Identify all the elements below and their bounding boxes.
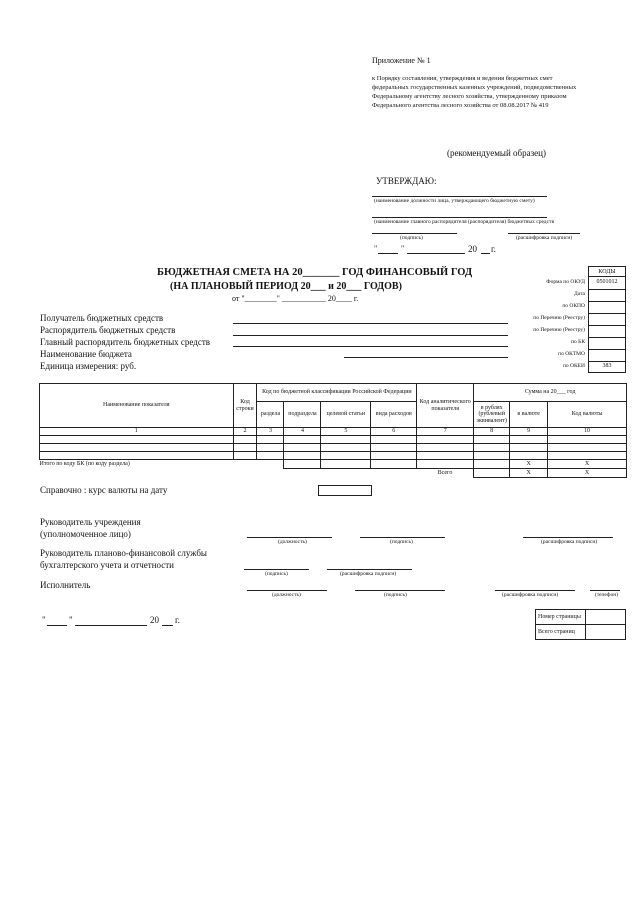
column-numbers-row	[40, 428, 627, 436]
colnum: 6	[371, 428, 417, 436]
colnum: 1	[40, 428, 234, 436]
table-row	[40, 452, 627, 460]
total-bk-row	[40, 460, 627, 469]
colnum: 8	[474, 428, 510, 436]
colnum: 7	[417, 428, 474, 436]
th-bk: Код по бюджетной классификации Российской Федерации	[257, 384, 417, 402]
th-code: Код строки	[233, 384, 257, 428]
x-mark: X	[510, 460, 548, 469]
approve-date-quote-close: "	[401, 244, 405, 253]
approve-date-g: г.	[491, 244, 496, 254]
code-value: 383	[588, 361, 626, 373]
appendix-line-1: к Порядку составления, утверждения и ведения бюджетных смет	[372, 75, 553, 82]
document-date: от "________" ___________ 20____ г.	[232, 294, 359, 303]
colnum: 2	[233, 428, 257, 436]
table-row	[40, 436, 627, 444]
table-row	[40, 444, 627, 452]
code-label: по ОКЕИ	[562, 363, 585, 369]
th-target: целевой статьи	[321, 402, 371, 428]
field-recipient: Получатель бюджетных средств	[40, 313, 164, 323]
code-label: по БК	[571, 339, 585, 345]
th-sum: Сумма на 20___ год	[474, 384, 627, 402]
th-subsection: подраздела	[284, 402, 321, 428]
head-sign-hint: (подпись)	[390, 539, 413, 545]
code-label: по Перечню (Реестру)	[533, 315, 585, 321]
pages-total-label: Всего страниц	[536, 625, 586, 640]
head-label: Руководитель учреждения	[40, 517, 141, 527]
colnum: 4	[284, 428, 321, 436]
exec-sign-hint: (подпись)	[384, 592, 407, 598]
executor-label: Исполнитель	[40, 580, 91, 590]
code-label: Дата	[574, 291, 585, 297]
appendix-line-2: федеральных государственных казенных учреждений, подведомственных	[372, 84, 577, 91]
appendix-line-4: Федерального агентства лесного хозяйства от 08.08.2017 № 419	[372, 102, 549, 109]
approve-sign-hint: (подпись)	[400, 235, 423, 241]
th-curcode: Код валюты	[548, 402, 627, 428]
codes-header: КОДЫ	[588, 266, 626, 277]
total-bk-label: Итого по коду БК (по коду раздела)	[39, 460, 130, 467]
exec-decode-hint: (расшифровка подписи)	[502, 592, 559, 598]
bottom-date-g: г.	[175, 615, 180, 625]
code-label: по Перечню (Реестру)	[533, 327, 585, 333]
reference-label: Справочно : курс валюты на дату	[40, 485, 168, 495]
document-title: БЮДЖЕТНАЯ СМЕТА НА 20_______ ГОД ФИНАНСОВЫЙ ГОД	[157, 267, 473, 278]
colnum: 5	[321, 428, 371, 436]
colnum: 3	[257, 428, 284, 436]
approve-hint-position: (наименование должности лица, утверждающего бюджетную смету)	[374, 198, 535, 204]
bottom-date-quote-close: "	[69, 615, 73, 625]
approve-decode-hint: (расшифровка подписи)	[516, 235, 573, 241]
appendix-line-3: Федеральному агентству лесного хозяйства, утвержденному приказом	[372, 93, 567, 100]
th-exp: вида расходов	[371, 402, 417, 428]
field-budget-name: Наименование бюджета	[40, 349, 132, 359]
bottom-date-year: 20	[150, 615, 159, 625]
th-name: Наименование показателя	[40, 384, 234, 428]
total-row	[40, 469, 627, 478]
approve-date-year: 20	[468, 244, 477, 254]
field-main-distributor: Главный распорядитель бюджетных средств	[40, 337, 210, 347]
approve-date-quote-open: "	[374, 244, 378, 253]
field-unit: Единица измерения: руб.	[40, 361, 137, 371]
approve-hint-distributor: (наименование главного распорядителя (распорядителя) бюджетных средств	[374, 219, 555, 225]
field-distributor: Распорядитель бюджетных средств	[40, 325, 176, 335]
x-mark: X	[510, 469, 548, 478]
reference-rate-box[interactable]	[318, 485, 372, 496]
exec-phone-hint: (телефон)	[595, 592, 619, 598]
sample-note: (рекомендуемый образец)	[447, 148, 546, 158]
colnum: 9	[510, 428, 548, 436]
th-analytic: Код аналитического показателя	[417, 384, 474, 428]
bottom-date-quote-open: "	[42, 615, 46, 625]
fin-sign-hint: (подпись)	[265, 571, 288, 577]
fin-label-2: бухгалтерского учета и отчетности	[40, 560, 174, 570]
page-number-label: Номер страницы	[536, 610, 586, 625]
head-label-2: (уполномоченное лицо)	[40, 529, 131, 539]
approve-label: УТВЕРЖДАЮ:	[376, 176, 437, 186]
th-cur: в валюте	[510, 402, 548, 428]
x-mark: X	[548, 460, 627, 469]
code-value: 0501012	[588, 277, 626, 290]
appendix-title: Приложение № 1	[372, 56, 431, 65]
fin-label: Руководитель планово-финансовой службы	[40, 548, 207, 558]
pages-table	[535, 609, 626, 640]
document-subtitle: (НА ПЛАНОВЫЙ ПЕРИОД 20___ и 20___ ГОДОВ)	[170, 281, 402, 292]
code-label: по ОКТМО	[558, 351, 585, 357]
head-position-hint: (должность)	[278, 539, 307, 545]
total-label: Всего	[437, 469, 453, 476]
exec-position-hint: (должность)	[272, 592, 301, 598]
x-mark: X	[548, 469, 627, 478]
code-label: Форма по ОКУД	[546, 279, 585, 285]
th-rub: в рублях (рублевый эквивалент)	[474, 402, 510, 428]
th-section: раздела	[257, 402, 284, 428]
budget-table	[39, 383, 627, 478]
head-decode-hint: (расшифровка подписи)	[541, 539, 598, 545]
code-label: по ОКПО	[562, 303, 585, 309]
fin-decode-hint: (расшифровка подписи)	[340, 571, 397, 577]
colnum: 10	[548, 428, 627, 436]
